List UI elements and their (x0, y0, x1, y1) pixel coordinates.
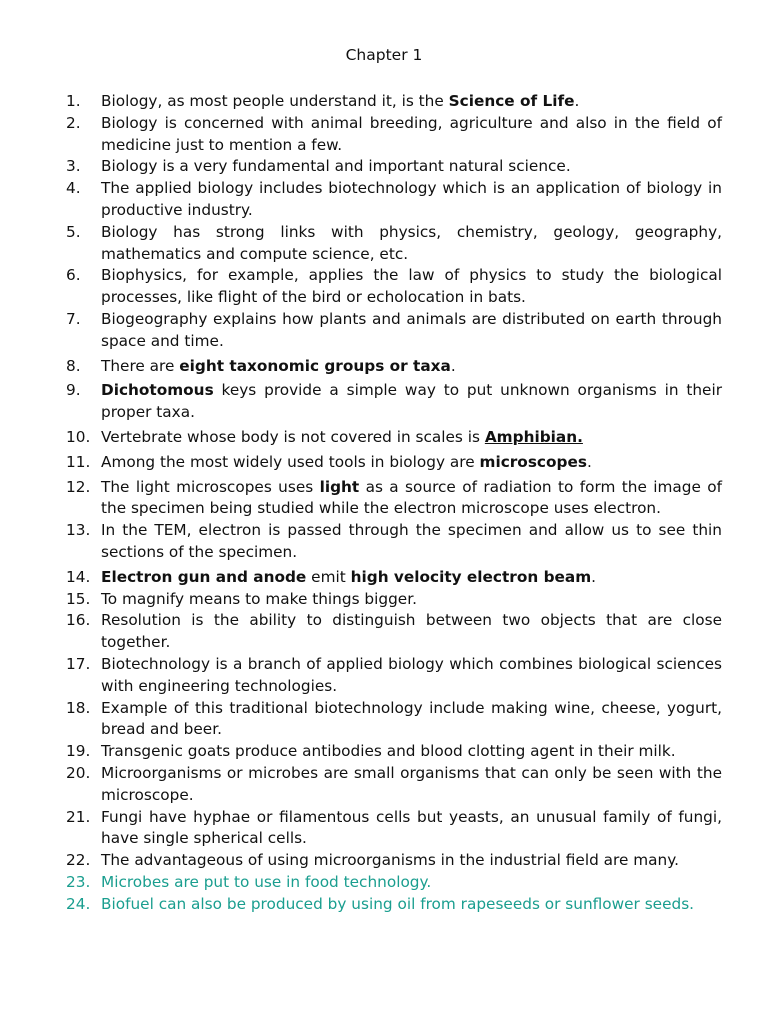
list-item (66, 894, 722, 916)
list-item (66, 309, 722, 353)
list-item (66, 427, 722, 449)
list-item (66, 380, 722, 424)
list-item (66, 178, 722, 222)
text-segment: The advantageous of using microorganisms in the industrial field are many. (101, 851, 679, 870)
text-segment: . (450, 356, 456, 375)
list-item (66, 265, 722, 309)
item-number: 1. (66, 92, 81, 110)
item-number: 20. (66, 763, 91, 782)
text-segment: The light microscopes uses (101, 477, 320, 496)
list-item (66, 113, 722, 157)
list-item (66, 763, 722, 807)
text-segment: Vertebrate whose body is not covered in scales is (101, 427, 485, 446)
text-segment: There are (101, 356, 180, 375)
item-number: 10. (66, 427, 91, 446)
item-text (101, 427, 722, 449)
text-segment: Biogeography explains how plants and animals are distributed on earth through space and time. (101, 309, 722, 350)
numbered-list (66, 91, 722, 915)
item-text (101, 222, 722, 266)
item-text (101, 477, 722, 521)
item-number: 21. (66, 807, 91, 826)
emphasized-term: eight taxonomic groups or taxa (179, 356, 451, 375)
emphasized-term: high velocity electron beam (350, 567, 592, 586)
item-number: 11. (66, 452, 91, 471)
item-number: 24. (66, 894, 91, 913)
list-item (66, 807, 722, 851)
item-text (101, 610, 722, 654)
list-item (66, 452, 722, 474)
item-number: 12. (66, 477, 91, 496)
item-text (101, 763, 722, 807)
text-segment: The applied biology includes biotechnology which is an application of biology in productive industry. (101, 179, 722, 219)
item-number: 16. (66, 611, 91, 630)
list-item (66, 589, 722, 611)
text-segment: Biology is a very fundamental and important natural science. (101, 157, 571, 176)
item-text (101, 654, 722, 698)
item-number: 3. (66, 157, 81, 176)
list-item (66, 222, 722, 266)
item-number: 6. (66, 266, 81, 285)
list-item (66, 610, 722, 654)
text-segment: Among the most widely used tools in biology are (101, 452, 480, 471)
text-segment: Biology is concerned with animal breeding, agriculture and also in the field of medicine just to mention a few. (101, 113, 722, 154)
item-text (101, 91, 722, 113)
item-text (101, 567, 722, 589)
item-number: 13. (66, 521, 91, 540)
list-item (66, 356, 722, 378)
item-text (101, 380, 722, 424)
item-text (101, 156, 722, 178)
item-text (101, 698, 722, 742)
emphasized-term: Science of Life (448, 92, 575, 110)
item-number: 7. (66, 309, 81, 328)
text-segment: Microbes are put to use in food technology. (101, 872, 432, 891)
page-title: Chapter 1 (345, 46, 423, 64)
list-item (66, 654, 722, 698)
list-item (66, 477, 722, 521)
text-segment: Biofuel can also be produced by using oil from rapeseeds or sunflower seeds. (101, 894, 695, 913)
text-segment: Fungi have hyphae or filamentous cells but yeasts, an unusual family of fungi, have single spherical cells. (101, 807, 722, 848)
text-segment: In the TEM, electron is passed through the specimen and allow us to see thin sections of the specimen. (101, 521, 722, 561)
text-segment: Biophysics, for example, applies the law of physics to study the biological processes, like flight of the bird or echolocation in bats. (101, 266, 722, 307)
emphasized-term: Amphibian. (484, 427, 583, 446)
emphasized-term: Electron gun and anode (101, 567, 307, 586)
item-text (101, 178, 722, 222)
item-text (101, 807, 722, 851)
text-segment: Transgenic goats produce antibodies and blood clotting agent in their milk. (101, 742, 676, 761)
list-item (66, 567, 722, 589)
item-text (101, 309, 722, 353)
text-segment: Biology, as most people understand it, is the (101, 92, 449, 110)
list-item (66, 872, 722, 894)
text-segment: emit (306, 567, 351, 586)
item-number: 22. (66, 851, 91, 870)
text-segment: Example of this traditional biotechnology include making wine, cheese, yogurt, bread and beer. (101, 698, 722, 739)
text-segment: Biotechnology is a branch of applied biology which combines biological sciences with engineering technologies. (101, 654, 722, 695)
item-number: 18. (66, 698, 91, 717)
item-text (101, 113, 722, 157)
text-segment: as a source of radiation to form the image of the specimen being studied while the electron microscope uses electron. (101, 477, 722, 518)
item-text (101, 872, 722, 894)
text-segment: Biology has strong links with physics, chemistry, geology, geography, mathematics and compute science, etc. (101, 222, 722, 263)
list-item (66, 520, 722, 564)
text-segment: . (591, 567, 597, 586)
text-segment: To magnify means to make things bigger. (101, 589, 417, 608)
item-number: 9. (66, 381, 81, 400)
text-segment: . (574, 92, 580, 110)
list-item (66, 741, 722, 763)
text-segment: Resolution is the ability to distinguish between two objects that are close together. (101, 611, 722, 652)
emphasized-term: Dichotomous (101, 381, 214, 400)
item-text (101, 589, 722, 611)
text-segment: Microorganisms or microbes are small organisms that can only be seen with the microscope. (101, 763, 722, 804)
item-text (101, 894, 722, 916)
item-text (101, 265, 722, 309)
item-text (101, 741, 722, 763)
emphasized-term: light (319, 477, 360, 496)
item-text (101, 850, 722, 872)
item-text (101, 520, 722, 564)
item-number: 5. (66, 222, 81, 241)
item-number: 8. (66, 356, 81, 375)
list-item (66, 91, 722, 113)
list-item (66, 850, 722, 872)
item-number: 15. (66, 589, 91, 608)
item-text (101, 356, 722, 378)
list-item (66, 698, 722, 742)
item-number: 2. (66, 113, 81, 132)
item-number: 23. (66, 872, 91, 891)
emphasized-term: microscopes (479, 452, 587, 471)
item-text (101, 452, 722, 474)
text-segment: . (586, 452, 592, 471)
list-item (66, 156, 722, 178)
text-segment: keys provide a simple way to put unknown organisms in their proper taxa. (101, 381, 722, 422)
item-number: 17. (66, 654, 91, 673)
item-number: 14. (66, 567, 91, 586)
item-number: 4. (66, 179, 81, 198)
item-number: 19. (66, 742, 91, 761)
